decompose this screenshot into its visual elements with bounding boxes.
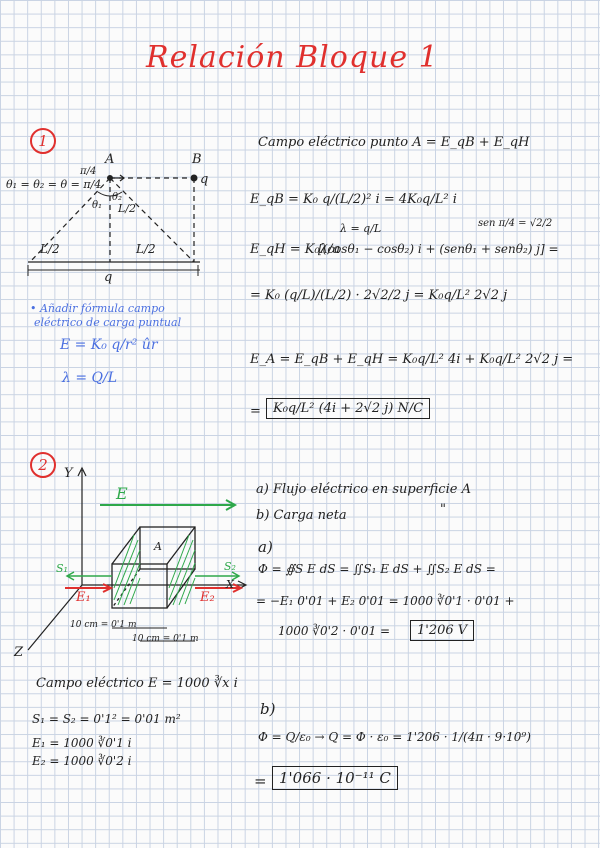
note-field-formula: E = K₀ q/r² ûr — [60, 337, 158, 353]
axis-z-label: Z — [14, 645, 24, 660]
answer-a-label: a) — [258, 538, 273, 556]
label-l2-side: L/2 — [118, 202, 137, 215]
charge-result-equals: = — [254, 772, 267, 790]
charge-result-box: 1'066 · 10⁻¹¹ C — [272, 766, 398, 790]
label-point-a: A — [105, 152, 115, 167]
surface-areas: S₁ = S₂ = 0'1² = 0'01 m² — [32, 712, 181, 726]
axis-x-label: X — [226, 578, 234, 591]
question-b: b) Carga neta — [256, 508, 347, 523]
vector-e-label: E — [116, 484, 128, 503]
label-l2-right: L/2 — [136, 242, 156, 256]
label-q-bottom: q — [104, 270, 113, 285]
face-a-label: A — [154, 540, 162, 553]
flux-result-box: 1'206 V — [410, 620, 474, 641]
flux-line-2: = −E₁ 0'01 + E₂ 0'01 = 1000 ∛0'1 · 0'01 + — [256, 594, 515, 608]
gauss-law-line: Φ = Q/ε₀ → Q = Φ · ε₀ = 1'206 · 1/(4π · 9·10⁹) — [258, 730, 531, 744]
label-pi-4: π/4 — [80, 166, 97, 177]
e1-label: E₁ — [76, 590, 91, 605]
label-l2-left: L/2 — [40, 242, 60, 256]
result-box-1: K₀q/L² (4i + 2√2 j) N/C — [266, 398, 430, 419]
eq-e-qh-prefix: E_qH = K₀λ/a — [250, 242, 341, 257]
dimension-1: 10 cm = 0'1 m — [70, 620, 137, 630]
e2-value: E₂ = 1000 ∛0'2 i — [32, 754, 132, 768]
eq-e-qb: E_qB = K₀ q/(L/2)² i = 4K₀q/L² i — [250, 192, 457, 207]
label-theta1: θ₁ — [92, 200, 103, 211]
campo-punto-a: Campo eléctrico punto A = E_qB + E_qH — [258, 135, 530, 150]
eq-lambda: λ = q/L — [340, 222, 382, 235]
ditto-mark: " — [440, 502, 446, 517]
eq-simplified: = K₀ (q/L)/(L/2) · 2√2/2 j = K₀q/L² 2√2 j — [250, 288, 508, 303]
note-lambda-formula: λ = Q/L — [62, 370, 117, 386]
note-line-2: eléctrico de carga puntual — [34, 316, 182, 329]
campo-electrico-def: Campo eléctrico E = 1000 ∛x i — [36, 676, 238, 691]
problem-1-number: 1 — [30, 128, 56, 154]
eq-final-equals: = — [250, 404, 261, 419]
question-a: a) Flujo eléctrico en superficie A — [256, 482, 471, 497]
dimension-2: 10 cm = 0'1 m — [132, 634, 199, 644]
flux-line-1: Φ = ∯S E dS = ∬S₁ E dS + ∬S₂ E dS = — [258, 562, 496, 576]
e2-label: E₂ — [200, 590, 215, 605]
eq-sen-pi4: sen π/4 = √2/2 — [478, 218, 553, 229]
page-title: Relación Bloque 1 — [146, 40, 439, 75]
note-line-1: • Añadir fórmula campo — [30, 302, 165, 315]
s1-label: S₁ — [56, 562, 68, 575]
label-theta2: θ₂ — [112, 192, 123, 203]
theta-equality: θ₁ = θ₂ = θ = π/4 — [6, 178, 102, 191]
label-point-b: B — [192, 152, 202, 167]
e1-value: E₁ = 1000 ∛0'1 i — [32, 736, 132, 750]
s2-label: S₂ — [224, 560, 236, 573]
eq-e-a: E_A = E_qB + E_qH = K₀q/L² 4i + K₀q/L² 2√2 j = — [250, 352, 574, 367]
answer-b-label: b) — [260, 700, 276, 718]
axis-y-label: Y — [64, 466, 73, 481]
problem-2-number: 2 — [30, 452, 56, 478]
eq-bracket: [(cosθ₁ − cosθ₂) i + (senθ₁ + senθ₂) j] = — [318, 242, 559, 256]
flux-line-3: 1000 ∛0'2 · 0'01 = — [278, 624, 391, 638]
label-charge-q: q — [200, 172, 209, 187]
